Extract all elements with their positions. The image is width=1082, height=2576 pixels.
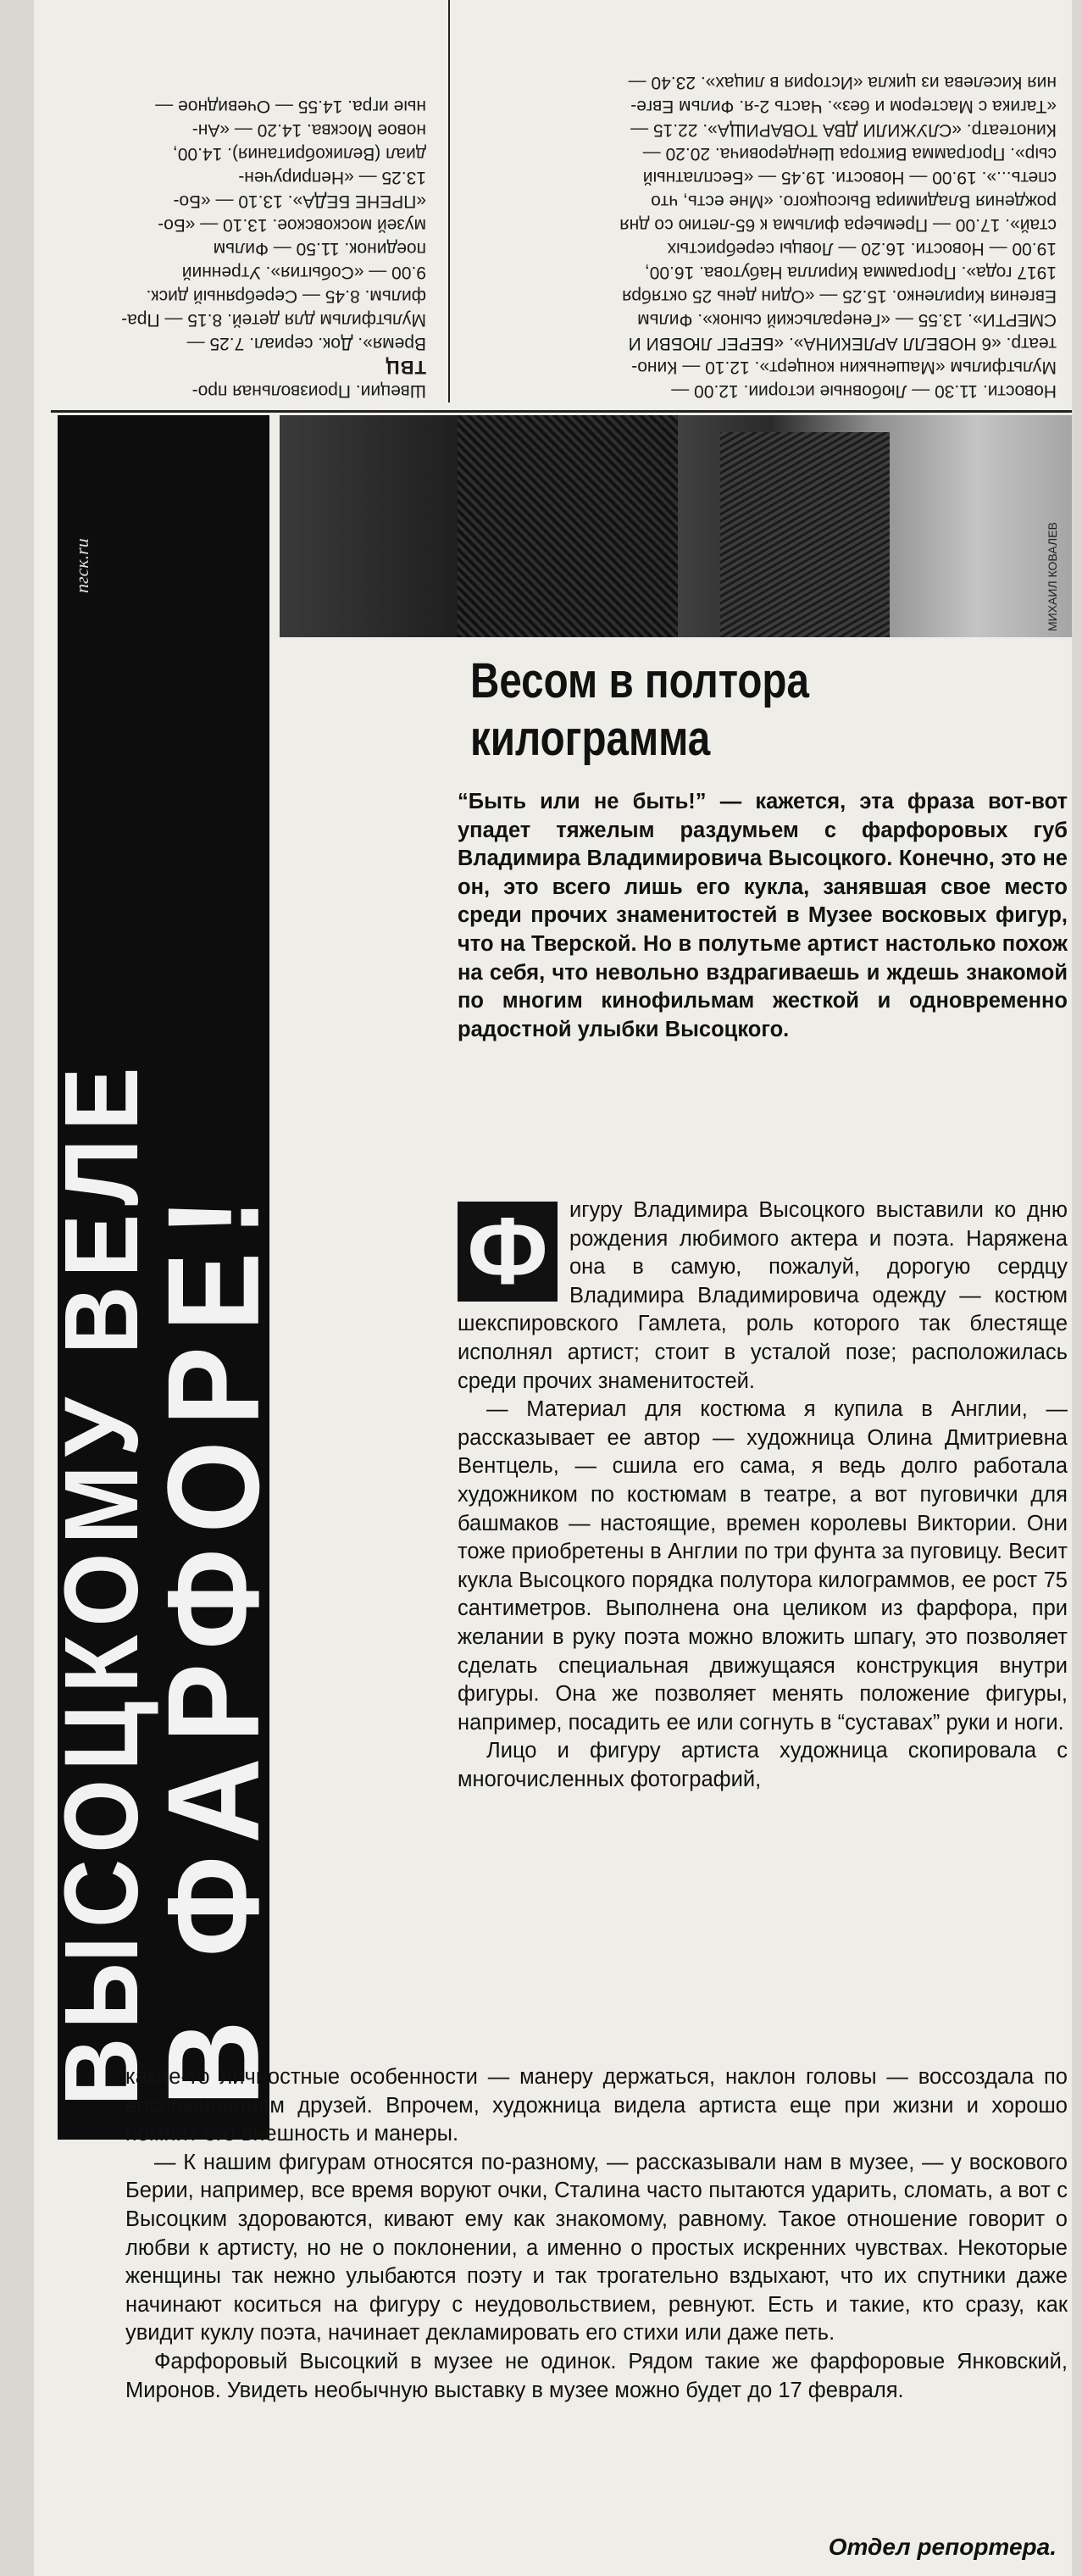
- tv-listing-line: «Тагика с Мастером и без». Часть 2-я. Фильм Евге-: [630, 97, 1057, 116]
- tv-listing-line: Мультфильм для детей. 8.15 — Пра-: [121, 310, 426, 330]
- headline-line-2: В ФАРФОРЕ!: [140, 1181, 286, 2106]
- article-column-right: [458, 1196, 1068, 1794]
- tv-listing-line: сыр». Программа Виктора Шендеровича. 20.20 —: [642, 144, 1057, 164]
- tv-listing-line: рождения Владимира Высоцкого. «Мне есть, что: [651, 192, 1057, 211]
- tv-listing-line: ные игра. 14.55 — Очевидное —: [155, 97, 426, 116]
- tv-listing-line: Время». Док. сериал. 7.25 —: [186, 334, 426, 353]
- tv-listing-line: ния Киселева из цикла «История в лицах». 23.40 —: [628, 73, 1057, 92]
- tv-listing-line: Новости. 11.30 — Любовные истории. 12.00 —: [671, 381, 1057, 401]
- tv-listing-column-right: [472, 0, 1057, 402]
- article-wide-column: [125, 2063, 1068, 2405]
- drop-cap: Ф: [458, 1202, 558, 1302]
- site-watermark: пгск.ru: [71, 538, 92, 593]
- headline-line-1: ВЫСОЦКОМУ ВЕЛЕ: [42, 1058, 160, 2106]
- horizontal-rule: [51, 410, 1072, 413]
- tv-listing-line: театр. «6 НОВЕЛЛ АРЛЕКИНА». «БЕРЕГ ЛЮБВИ И: [628, 334, 1057, 353]
- tv-listing: [51, 0, 1072, 411]
- tv-listing-line: 19.00 — Новости. 16.20 — Ловцы серебристых: [667, 239, 1057, 258]
- column-divider: [448, 0, 450, 402]
- tv-listing-line: стай». 17.00 — Премьера фильма к 65-летию со дня: [619, 215, 1057, 235]
- paragraph-2: — Материал для костюма я купила в Англии, — рассказывает ее автор — художница Олина Дмитриевна Вентцель, — сшила его сама, я ведь долго работала художником по костюмам в театре, а вот пуговички для башмаков — настоящие, времен королевы Виктории. Они тоже приобретены в Англии по три фунта за пуговицу. Весит кукла Высоцкого порядка полутора килограммов, ее рост 75 сантиметров. Выполнена она целиком из фарфора, при желании в руку поэта можно вложить шпагу, это позволяет сделать специальная движущаяся конструкция внутри фигуры. Она же позволяет менять положение фигуры, например, посадить ее или согнуть в “суставах” руки и ноги.: [458, 1397, 1068, 1735]
- photo-costume-detail-2: [720, 432, 890, 637]
- tv-listing-line: спеть...». 19.00 — Новости. 19.45 — «Бесплатный: [642, 168, 1057, 187]
- tv-listing-line: диал (Великобритания). 14.00,: [172, 144, 426, 164]
- tv-listing-line: «ПРЕНЕ БЕДА». 13.10 — «Бо-: [173, 192, 426, 211]
- article-subheading: Весом в полтора килограмма: [470, 653, 809, 766]
- tv-listing-column-left: [70, 0, 426, 402]
- tv-listing-line: 1917 года». Программа Кирилла Набутова. 16.00,: [644, 263, 1057, 282]
- tv-listing-line: ТВЦ: [385, 357, 426, 378]
- vertical-headline-block: [42, 415, 286, 2140]
- paragraph-5: Фарфоровый Высоцкий в музее не одинок. Рядом такие же фарфоровые Янковский, Миронов. Увидеть необычную выставку в музее можно будет до 17 февраля.: [125, 2349, 1068, 2402]
- tv-listing-line: новое Москва. 14.20 — «Ан-: [191, 120, 426, 140]
- tv-listing-line: Евгения Кириленко. 15.25 — «Один день 25 октября: [622, 286, 1057, 306]
- paragraph-3-end: какие-то личностные особенности — манеру держаться, наклон головы — воссоздала по воспоминаниям друзей. Впрочем, художница видела артиста еще при жизни и хорошо помнит его внешность и манеры.: [125, 2065, 1068, 2146]
- paragraph-4: — К нашим фигурам относятся по-разному, — рассказывали нам в музее, — у воскового Берии, например, все время воруют очки, Сталина часто пытаются ударить, сломать, а вот с Высоцким здороваются, кивают ему как знакомому, равному. Такое отношение говорит о любви к артисту, но не о поклонении, а именно о простых искренних чувствах. Некоторые женщины так нежно улыбаются поэту и так трогательно вздыхают, что их спутники даже начинают коситься на фигуру с неудовольствием, ревнуют. Есть и такие, кто сразу, как увидит куклу поэта, начинает декламировать его стихи или даже петь.: [125, 2150, 1068, 2346]
- tv-listing-line: Швеции. Произвольная про-: [191, 381, 426, 401]
- tv-listing-line: фильм. 8.45 — Серебряный диск.: [146, 286, 426, 306]
- article-photo: [280, 415, 1072, 637]
- tv-listing-line: 13.25 — «Неприручен-: [238, 168, 426, 187]
- photo-credit: МИХАИЛ КОВАЛЕВ: [1046, 522, 1059, 631]
- article-lead: “Быть или не быть!” — кажется, эта фраза вот-вот упадет тяжелым раздумьем с фарфоровых губ Владимира Владимировича Высоцкого. Конечно, это не он, это всего лишь его кукла, занявшая свое место среди прочих знаменитостей в Музее восковых фигур, что на Тверской. Но в полутьме артист настолько похож на себя, что невольно вздрагиваешь и ждешь знакомой по многим кинофильмам жесткой и одновременно радостной улыбки Высоцкого.: [458, 790, 1068, 1041]
- paragraph-3-start: Лицо и фигуру артиста художница скопировала с многочисленных фотографий,: [458, 1739, 1068, 1791]
- tv-listing-line: 9.00 — «События». Утренний: [181, 263, 426, 282]
- tv-listing-line: музей московское. 13.10 — «Бо-: [158, 215, 426, 235]
- photo-costume-detail: [458, 415, 678, 637]
- tv-listing-line: СМЕРТИ». 13.55 — «Генеральский сынок». Фильм: [637, 310, 1057, 330]
- tv-listing-line: Мультфильм «Машенькин концерт». 12.10 — Кино-: [631, 358, 1057, 377]
- tv-listing-line: Кинотеатр. «СЛУЖИЛИ ДВА ТОВАРИЩА». 22.15 —: [630, 120, 1057, 140]
- paragraph-1: игуру Владимира Высоцкого выставили ко дню рождения любимого актера и поэта. Наряжена она в самую, пожалуй, дорогую сердцу Владимира Владимировича одежду — костюм шекспировского Гамлета, роль которого так блестяще исполнял артист; стоит в усталой позе; расположилась среди прочих знаменитостей.: [458, 1198, 1068, 1393]
- tv-listing-line: поединок. 11.50 — Фильм: [213, 239, 426, 258]
- byline-signature: Отдел репортера.: [828, 2534, 1057, 2560]
